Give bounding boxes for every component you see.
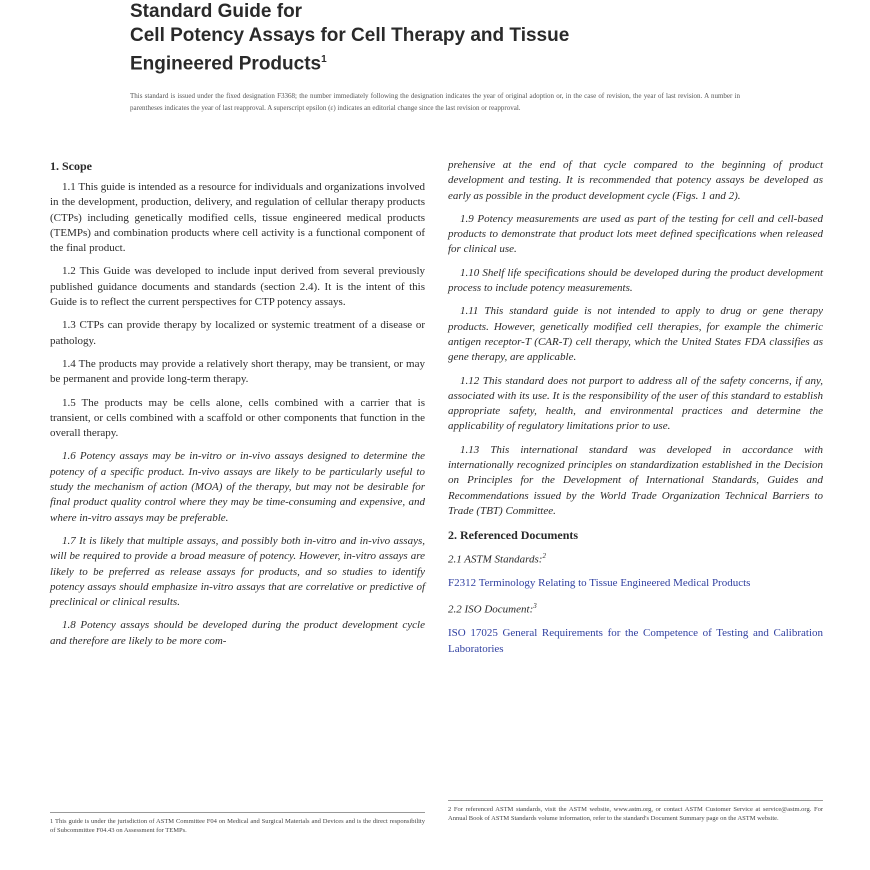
paragraph-1-13: 1.13 This international standard was developed in accordance with internationally recognized principles on standardization established in the Decision on Principles for the Development of International Standards, Guides and Recommendations issued by the World Trade Organization Technical Barriers to Trade (TBT) Committee. <box>448 443 823 517</box>
f2312-link[interactable]: F2312 <box>448 577 477 590</box>
paragraph-1-10: 1.10 Shelf life specifications should be developed during the product development process to include potency measurements. <box>448 266 823 295</box>
paragraph-1-6: 1.6 Potency assays may be in-vitro or in-vivo assays designed to determine the potency of a specific product. In-vivo assays are likely to be particularly useful to study the mechanism of action (MOA) of the therapy, but may not be desirable for final product quality control where they may be time-consuming and expensive, and where in-vitro assays may be preferable. <box>50 450 425 524</box>
document-header <box>130 0 750 76</box>
astm-footnote-marker: 2 <box>542 552 546 561</box>
astm-standards-label <box>448 549 823 568</box>
paragraph-1-8-continued: prehensive at the end of that cycle compared to the beginning of product development and testing. It is recommended that potency assays be developed as early as possible in the product development cycle (Figs. 1 and 2). <box>448 159 823 202</box>
paragraph-1-12: 1.12 This standard does not purport to address all of the safety concerns, if any, associated with its use. It is the responsibility of the user of this standard to establish appropriate safety, health, and environmental practices and determine the applicability of regulatory limitations prior to use. <box>448 374 823 433</box>
paragraph-1-2: 1.2 This Guide was developed to include input derived from several previously published guidance documents and standards (section 2.4). It is the intent of this Guide is to reflect the current perspectives for CTP potency assays. <box>50 265 425 309</box>
title-footnote-marker: 1 <box>321 54 327 65</box>
ref-iso-17025 <box>448 626 823 657</box>
paragraph-1-3: 1.3 CTPs can provide therapy by localized or systemic treatment of a disease or pathology. <box>50 319 425 347</box>
paragraph-1-9: 1.9 Potency measurements are used as part of the testing for cell and cell-based products to demonstrate that product lots meet defined specifications when released for clinical use. <box>448 212 823 256</box>
right-column <box>448 158 823 665</box>
title-line-3-text: Engineered Products <box>130 53 322 75</box>
paragraph-1-7: 1.7 It is likely that multiple assays, and possibly both in-vitro and in-vivo assays, will be required to provide a broad measure of potency. However, in-vitro assays are likely to be preferred as release assays for products, and so studies to identify potency assays should emphasize in-vitro assays that are correlative or predictive of preclinical or clinical results. <box>50 534 425 609</box>
title-line-2: Cell Potency Assays for Cell Therapy and Tissue <box>130 25 570 46</box>
iso-document-label <box>448 599 823 618</box>
footnote-right: 2 For referenced ASTM standards, visit the ASTM website, www.astm.org, or contact ASTM Customer Service at service@astm.org. For Annual Book of ASTM Standards volume information, refer to the standard's Document Summary page on the ASTM website. <box>448 800 823 823</box>
paragraph-1-1: 1.1 This guide is intended as a resource for individuals and organizations involved in the development, production, delivery, and regulation of cellular therapy products (CTPs) including genetically modified cells, tissue engineered medical products (TEMPs) and combination products where cell activity is a functional component of the final product. <box>50 181 425 255</box>
paragraph-1-8: 1.8 Potency assays should be developed during the product development cycle and therefore are likely to be more com- <box>50 619 425 647</box>
scope-heading: 1. Scope <box>50 159 92 173</box>
iso-17025-title-link[interactable]: General Requirements for the Competence of Testing and Calibration Laboratories <box>448 627 824 655</box>
astm-standards-text: 2.1 ASTM Standards: <box>448 553 543 566</box>
paragraph-1-11: 1.11 This standard guide is not intended to apply to drug or gene therapy products. However, genetically modified cell therapies, for example the chimeric antigen receptor-T (CAR-T) cell therapy, which the United States FDA classifies as gene therapy, are applicable. <box>448 305 823 364</box>
ref-f2312 <box>448 576 823 591</box>
f2312-title-link[interactable]: Terminology Relating to Tissue Engineered Medical Products <box>478 577 751 590</box>
title-line-1: Standard Guide for <box>130 1 303 22</box>
paragraph-1-4: 1.4 The products may provide a relatively short therapy, may be transient, or may be permanent and provide long-term therapy. <box>50 357 425 386</box>
footnote-left: 1 This guide is under the jurisdiction of ASTM Committee F04 on Medical and Surgical Materials and Devices and is the direct responsibility of Subcommittee F04.43 on Assessment for TEMPs. <box>50 812 425 835</box>
iso-footnote-marker: 3 <box>533 602 537 611</box>
title-line-3 <box>130 48 750 76</box>
left-column <box>50 158 425 657</box>
standard-note: This standard is issued under the fixed designation F3368; the number immediately following the designation indicates the year of original adoption or, in the case of revision, the year of last revision. A number in parentheses indicates the year of last reapproval. A superscript epsilon (ε) indicates an editorial change since the last revision or reapproval. <box>130 92 740 112</box>
paragraph-1-5: 1.5 The products may be cells alone, cells combined with a carrier that is transient, or cells combined with a scaffold or other components that function in the overall therapy. <box>50 396 425 440</box>
referenced-documents-heading: 2. Referenced Documents <box>448 528 579 543</box>
iso-document-text: 2.2 ISO Document: <box>448 604 534 617</box>
iso-17025-link[interactable]: ISO 17025 <box>448 627 498 640</box>
